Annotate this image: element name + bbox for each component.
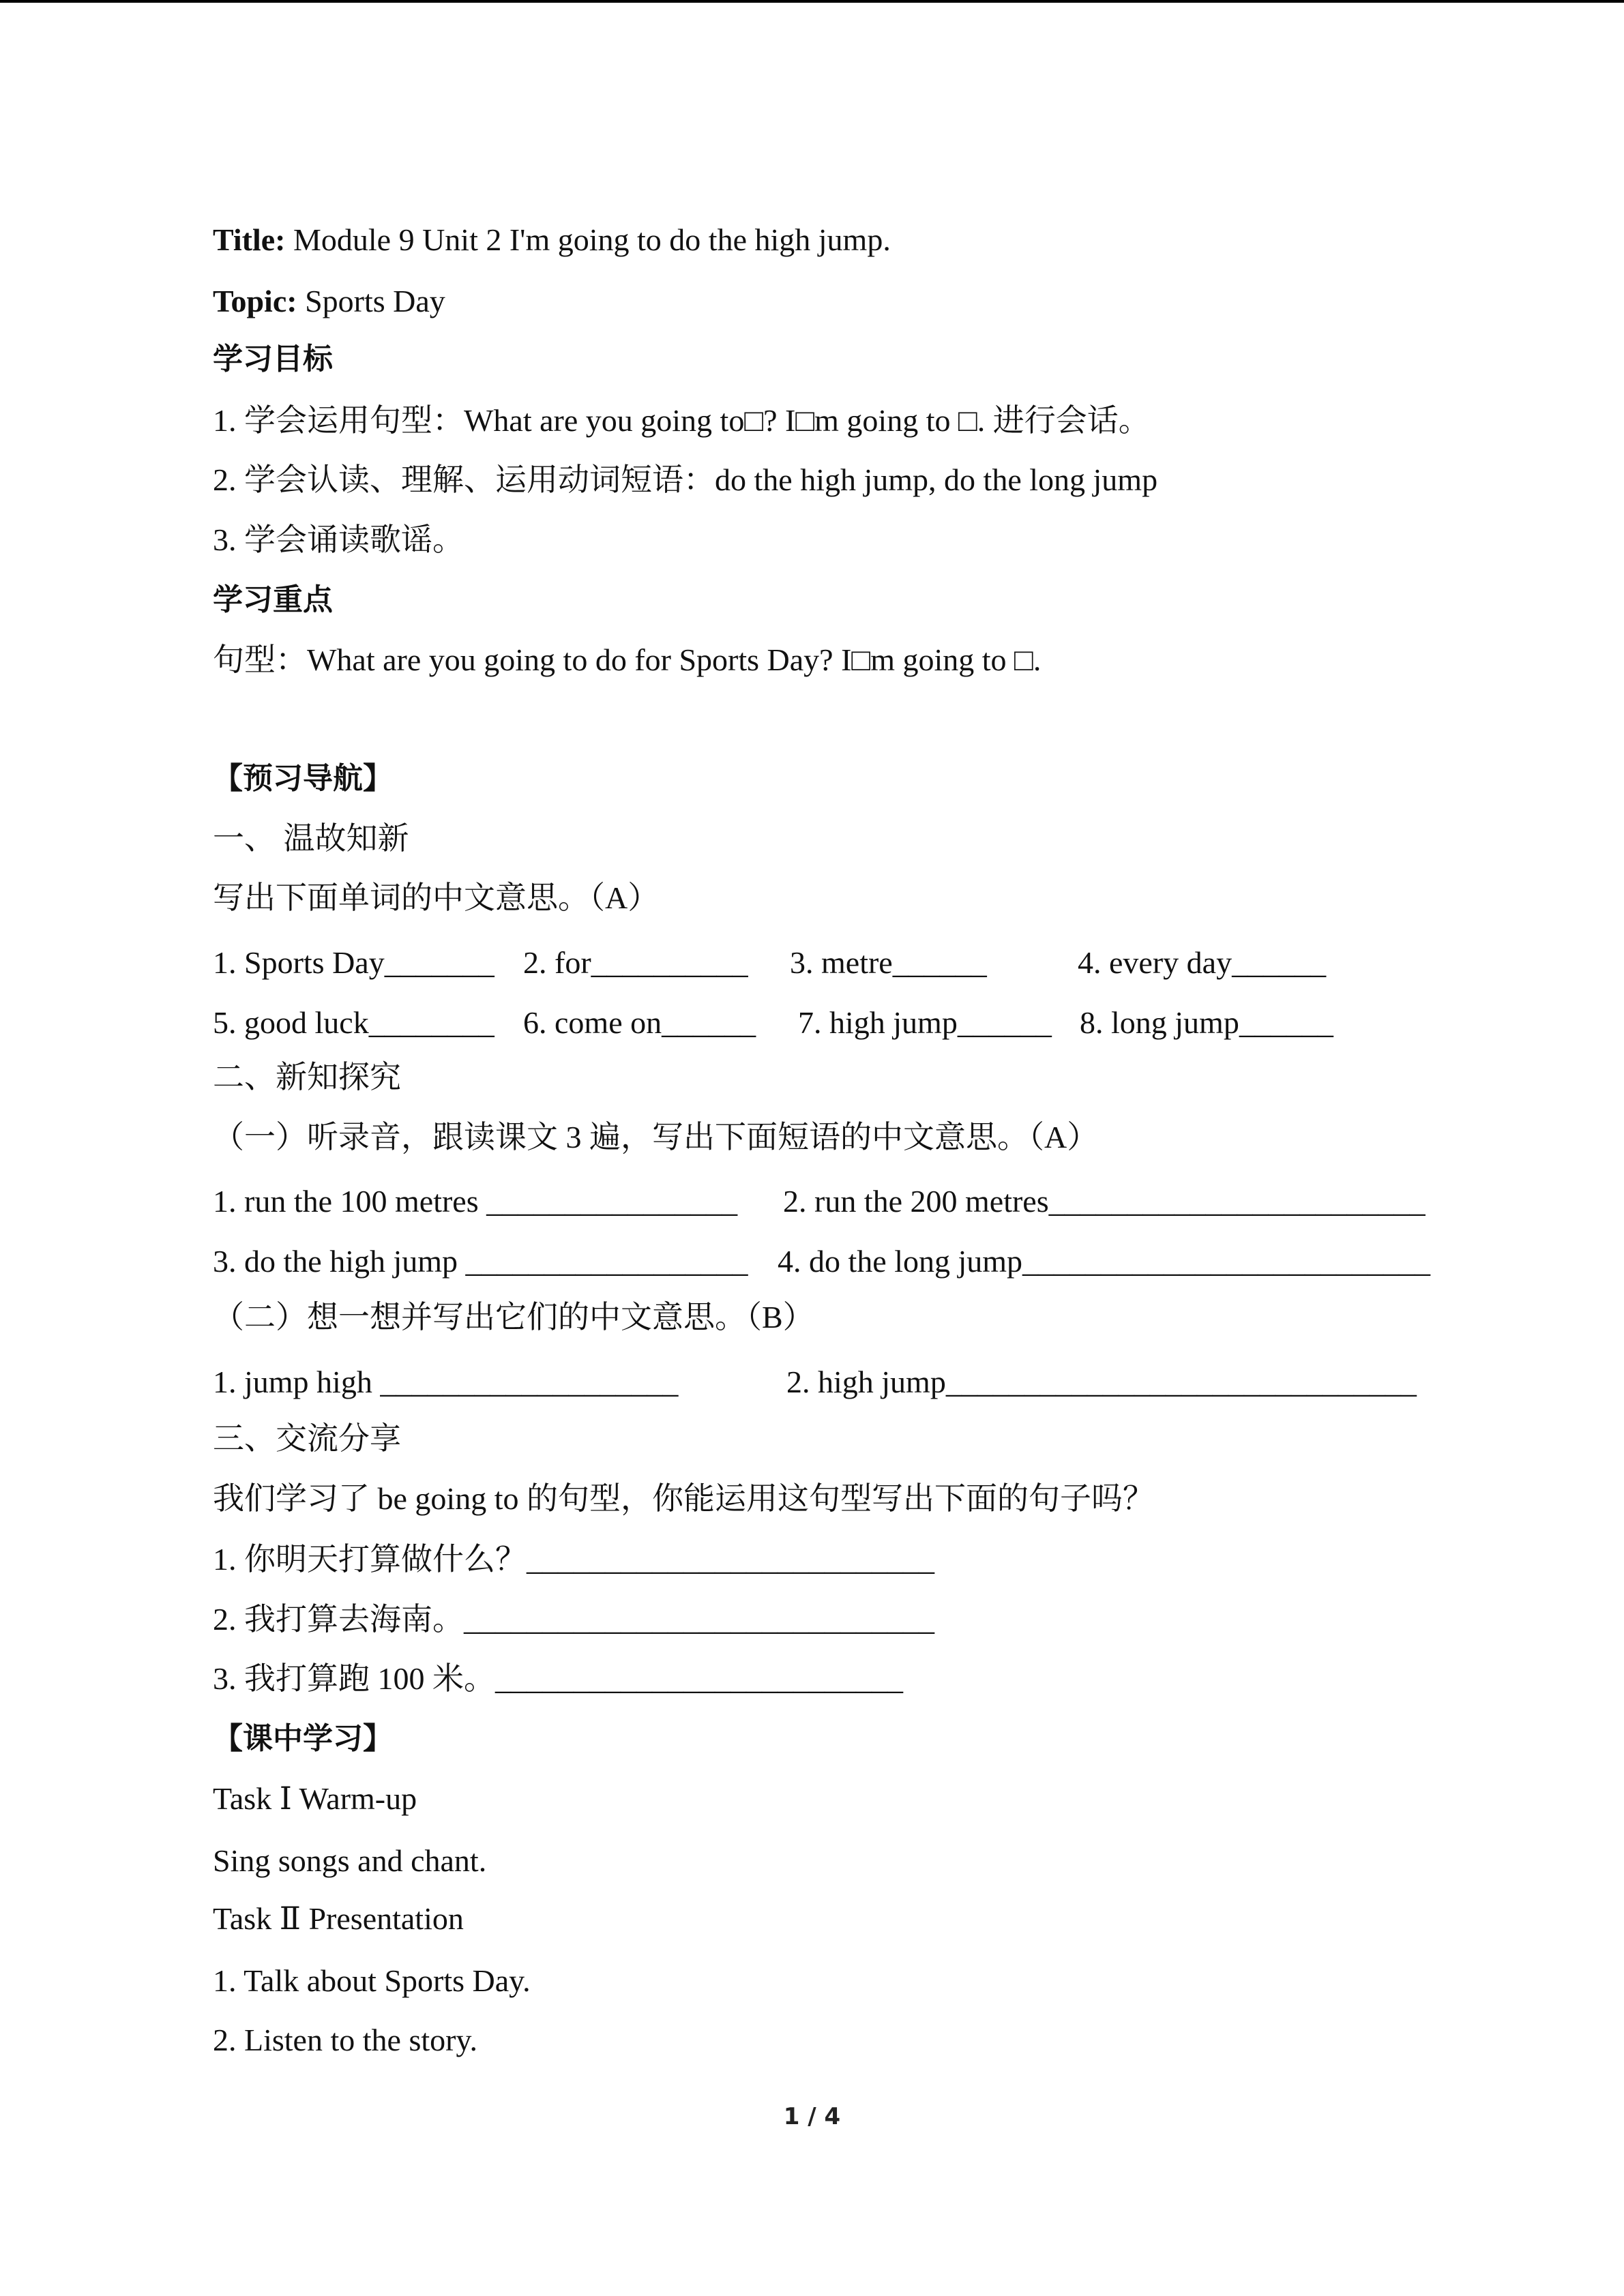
preview-heading: 【预习导航】	[213, 761, 393, 796]
vocab-item: 2. for__________	[523, 945, 748, 980]
vocab-item: 4. every day______	[1078, 945, 1327, 980]
page-number: 1 / 4	[783, 2103, 841, 2130]
objective-item-2: 2. 学会认读、理解、运用动词短语：do the high jump, do the long jump	[213, 462, 1158, 497]
vocab-item: 3. metre______	[790, 945, 987, 980]
phrase-item: 3. do the high jump __________________	[213, 1244, 748, 1279]
part3-item-3: 3. 我打算跑 100 米。__________________________	[213, 1661, 903, 1696]
part3-item-2: 2. 我打算去海南。______________________________	[213, 1602, 934, 1637]
class-study-heading: 【课中学习】	[213, 1721, 393, 1756]
part3-item-1: 1. 你明天打算做什么？__________________________	[213, 1542, 934, 1577]
part3-instruction: 我们学习了 be going to 的句型，你能运用这句型写出下面的句子吗？	[213, 1481, 1154, 1516]
phrase-item: 2. run the 200 metres________________________	[783, 1184, 1426, 1219]
task1-text: Sing songs and chant.	[213, 1843, 487, 1878]
topic-label: Topic:	[213, 284, 297, 318]
objective-item-1: 1. 学会运用句型：What are you going to□? I□m going to □. 进行会话。	[213, 403, 1150, 438]
key-points-text: 句型：What are you going to do for Sports Day? I□m going to □.	[213, 642, 1042, 677]
title-text: Module 9 Unit 2 I'm going to do the high jump.	[293, 222, 891, 257]
task2-title: Task Ⅱ Presentation	[213, 1901, 464, 1936]
vocab-item: 7. high jump______	[798, 1005, 1052, 1040]
part1-title: 一、 温故知新	[213, 821, 409, 856]
vocab-item: 8. long jump______	[1080, 1005, 1333, 1040]
sub2-instruction: （二）想一想并写出它们的中文意思。（B）	[213, 1300, 814, 1335]
task2-item-1: 1. Talk about Sports Day.	[213, 1963, 531, 1998]
topic-line	[213, 282, 445, 320]
part1-instruction: 写出下面单词的中文意思。（A）	[213, 880, 660, 915]
task2-item-2: 2. Listen to the story.	[213, 2023, 477, 2057]
objectives-heading: 学习目标	[213, 342, 333, 376]
title-line	[213, 221, 891, 259]
title-label: Title:	[213, 222, 286, 257]
phrase-item: 1. run the 100 metres ________________	[213, 1184, 738, 1219]
phrase-item: 1. jump high ___________________	[213, 1365, 679, 1399]
task1-title: Task Ⅰ Warm-up	[213, 1781, 417, 1816]
phrase-item: 2. high jump______________________________	[786, 1365, 1417, 1399]
topic-text: Sports Day	[305, 284, 445, 318]
part2-title: 二、新知探究	[213, 1060, 401, 1094]
phrase-item: 4. do the long jump__________________________	[778, 1244, 1431, 1279]
vocab-item: 5. good luck________	[213, 1005, 494, 1040]
vocab-item: 1. Sports Day_______	[213, 945, 494, 980]
vocab-item: 6. come on______	[523, 1005, 756, 1040]
sub1-instruction: （一）听录音，跟读课文 3 遍，写出下面短语的中文意思。（A）	[213, 1120, 1099, 1154]
key-points-heading: 学习重点	[213, 582, 333, 617]
part3-title: 三、交流分享	[213, 1421, 401, 1456]
objective-item-3: 3. 学会诵读歌谣。	[213, 522, 464, 557]
